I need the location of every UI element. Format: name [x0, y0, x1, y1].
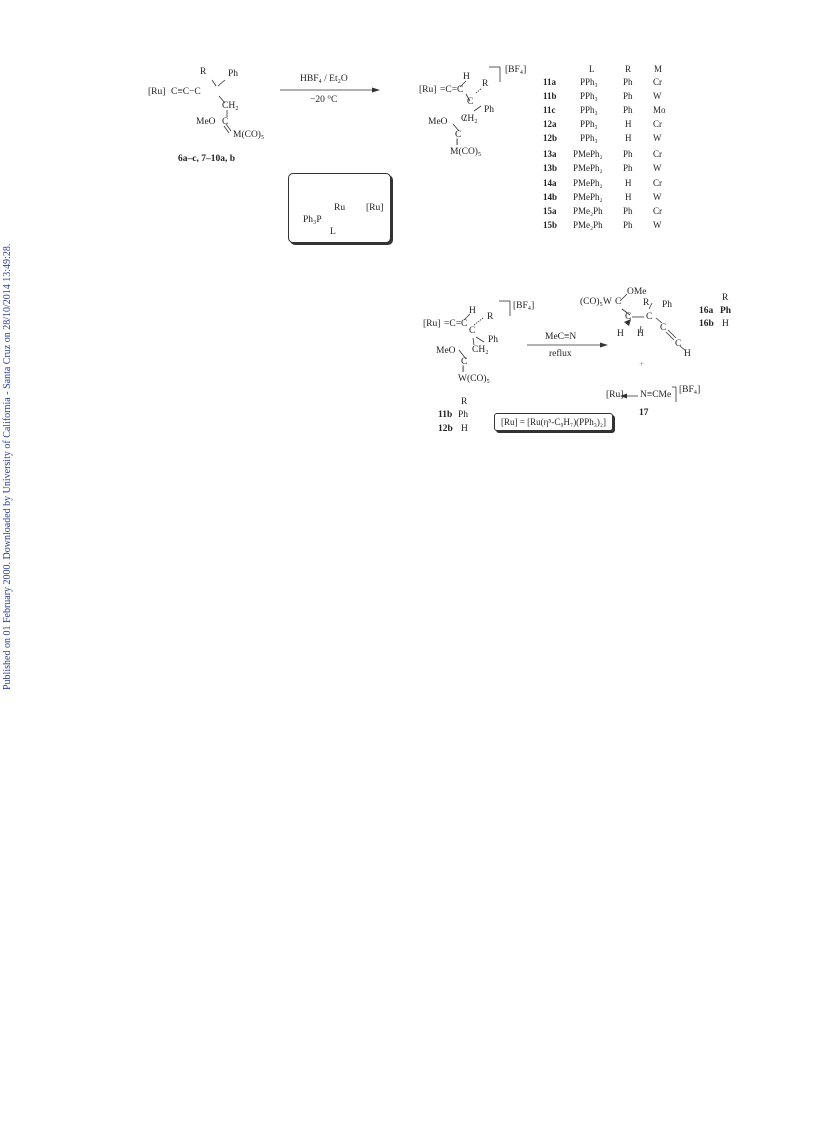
r-cell: H	[625, 178, 632, 188]
column-header: R	[625, 64, 632, 74]
bond-line	[473, 338, 474, 345]
r-cell: Ph	[458, 410, 469, 420]
compound-id: 12a	[543, 119, 557, 129]
compound-label: 17	[639, 408, 649, 418]
bond-line	[649, 303, 652, 309]
r-cell: Ph	[623, 206, 633, 216]
metal-cell: Mo	[653, 105, 666, 115]
atom-label-r: R	[482, 79, 489, 89]
atom-label-ph: Ph	[488, 335, 499, 345]
r-cell: Ph	[720, 306, 732, 316]
conditions-label: −20 °C	[310, 95, 338, 105]
table-row	[543, 105, 683, 117]
atom-label-meo: MeO	[196, 117, 216, 127]
inset-ru: Ru	[334, 203, 346, 213]
compound-label: 6a–c, 7–10a, b	[178, 154, 235, 164]
arrowhead	[600, 343, 608, 348]
ligand-cell: PPh₃	[580, 105, 598, 115]
atom-label-c2: C	[625, 312, 632, 322]
table-row	[543, 163, 683, 175]
table-row	[543, 178, 683, 190]
atom-label-r: R	[643, 298, 650, 308]
compound-id: 16b	[699, 319, 714, 329]
bond-line	[212, 80, 216, 86]
r-cell: H	[461, 424, 468, 434]
atom-label-ch2: CH₂	[222, 101, 239, 111]
metal-fragment-ru: [Ru]	[606, 390, 624, 400]
inset-ru-ref: [Ru]	[366, 203, 384, 213]
table-row	[543, 220, 683, 232]
alkynyl-chain: C≡C−C	[171, 87, 201, 97]
r-cell: Ph	[623, 163, 633, 173]
atom-label-h1: H	[617, 329, 624, 339]
counter-anion: [BF₄]	[505, 65, 527, 75]
compound-id: 12b	[438, 424, 453, 434]
atom-label-c1: C	[615, 297, 622, 307]
atom-label-ph: Ph	[228, 69, 239, 79]
vinylidene-chain: =C=C	[440, 85, 464, 95]
r-column-header: R	[461, 397, 468, 407]
ligand-cell: PMePh₂	[573, 178, 603, 188]
bond-line	[218, 80, 225, 86]
reagent-label: HBF₄ / Et₂O	[300, 74, 348, 84]
ligand-cell: PPh₃	[580, 119, 598, 129]
ligand-cell: PPh₃	[580, 91, 598, 101]
atom-label-r: R	[200, 67, 207, 77]
r-column-header: R	[722, 293, 729, 303]
atom-label-c4: C	[660, 323, 667, 333]
metal-cell: Cr	[653, 77, 662, 87]
r-cell: H	[625, 119, 632, 129]
r-cell: Ph	[623, 149, 633, 159]
metal-cell: Cr	[653, 178, 662, 188]
compound-id: 11b	[438, 410, 453, 420]
atom-label-c2: C	[461, 357, 468, 367]
compound-id: 11b	[543, 91, 557, 101]
reagent-label: MeC≡N	[545, 332, 577, 342]
ligand-cell: PMePh₂	[573, 163, 603, 173]
atom-label-c2: C	[455, 130, 462, 140]
metal-carbonyl: W(CO)₅	[458, 374, 490, 384]
bond-line	[474, 106, 481, 111]
metal-carbonyl: (CO)₅W	[580, 297, 612, 307]
ligand-cell: PMe₂Ph	[573, 206, 603, 216]
table-row	[543, 206, 683, 218]
ligand-cell: PMe₂Ph	[573, 220, 603, 230]
vinylidene-chain: =C=C	[444, 319, 468, 329]
bond-line	[666, 332, 674, 340]
counter-anion: [BF₄]	[513, 301, 535, 311]
compound-table	[543, 64, 683, 234]
compound-id: 11a	[543, 77, 557, 87]
ligand-cell: PMePh₂	[573, 192, 603, 202]
double-bond-mark: ‖	[462, 365, 465, 375]
atom-label-c: C	[469, 326, 476, 336]
column-header: L	[589, 64, 595, 74]
counter-anion: [BF₄]	[679, 385, 701, 395]
table-row	[543, 149, 683, 161]
atom-label-meo: MeO	[428, 117, 448, 127]
atom-label-ch2: CH₂	[461, 114, 478, 124]
atom-label-c5: C	[675, 339, 682, 349]
atom-label-ome: OMe	[627, 287, 647, 297]
metal-carbonyl: M(CO)₅	[450, 147, 482, 157]
metal-cell: W	[653, 192, 662, 202]
compound-id: 14b	[543, 192, 558, 202]
metal-carbonyl: M(CO)₅	[233, 130, 265, 140]
atom-label-r: R	[487, 312, 494, 322]
table-row	[543, 133, 683, 145]
acetonitrile-ligand: N≡CMe	[640, 390, 672, 400]
compound-id: 15a	[543, 206, 557, 216]
ligand-cell: PMePh₂	[573, 149, 603, 159]
metal-cell: Cr	[653, 206, 662, 216]
atom-label-ch2: CH₂	[472, 345, 489, 355]
atom-label-h3: H	[684, 349, 691, 359]
conditions-label: reflux	[549, 349, 572, 359]
ligand-cell: PPh₃	[580, 133, 598, 143]
atom-label-ph: Ph	[662, 300, 673, 310]
bond-line	[668, 330, 676, 338]
r-cell: Ph	[623, 91, 633, 101]
bond-line	[476, 337, 484, 342]
atom-label-ph: Ph	[484, 105, 495, 115]
metal-cell: W	[653, 220, 662, 230]
table-row	[543, 77, 683, 89]
plus-sign: +	[639, 360, 645, 370]
bond-line	[474, 318, 483, 325]
compound-id: 16a	[699, 306, 714, 316]
r-cell: Ph	[623, 77, 633, 87]
atom-label-h: H	[469, 306, 476, 316]
r-cell: Ph	[623, 220, 633, 230]
inset-ligand-l: L	[330, 227, 336, 237]
r-cell: H	[722, 319, 729, 329]
inset-ph3p: Ph₃P	[303, 215, 322, 225]
metal-fragment-ru: [Ru]	[419, 85, 437, 95]
column-header: M	[654, 64, 663, 74]
arrowhead	[372, 88, 380, 93]
compound-id: 14a	[543, 178, 557, 188]
r-cell: Ph	[623, 105, 633, 115]
r-cell: H	[625, 192, 632, 202]
provenance-note: Published on 01 February 2000. Downloaded by University of California - Santa Cruz on 28/10/2014 13:49:28.	[2, 243, 13, 690]
table-row	[543, 91, 683, 103]
metal-cell: Cr	[653, 119, 662, 129]
compound-id: 13b	[543, 163, 558, 173]
metal-cell: Cr	[653, 149, 662, 159]
ru-definition-text: [Ru] = [Ru(η⁵-C₉H₇)(PPh₃)₂]	[501, 417, 606, 427]
atom-label-c3: C	[646, 312, 653, 322]
double-bond-mark: ‖	[456, 138, 459, 148]
compound-id: 15b	[543, 220, 558, 230]
ru-definition-box	[494, 413, 613, 431]
atom-label-h: H	[463, 72, 470, 82]
atom-label-h2: H	[637, 329, 644, 339]
metal-cell: W	[653, 91, 662, 101]
compound-id: 11c	[543, 105, 556, 115]
metal-fragment-ru: [Ru]	[148, 87, 166, 97]
atom-label-c: C	[467, 97, 474, 107]
table-row	[543, 192, 683, 204]
metal-fragment-ru: [Ru]	[423, 319, 441, 329]
table-row	[543, 119, 683, 131]
metal-cell: W	[653, 133, 662, 143]
metal-cell: W	[653, 163, 662, 173]
atom-label-meo: MeO	[436, 346, 456, 356]
ligand-cell: PPh₃	[580, 77, 598, 87]
atom-label-c: C	[222, 117, 229, 127]
r-cell: H	[625, 133, 632, 143]
compound-id: 13a	[543, 149, 557, 159]
table-header-row	[543, 64, 683, 76]
compound-id: 12b	[543, 133, 558, 143]
